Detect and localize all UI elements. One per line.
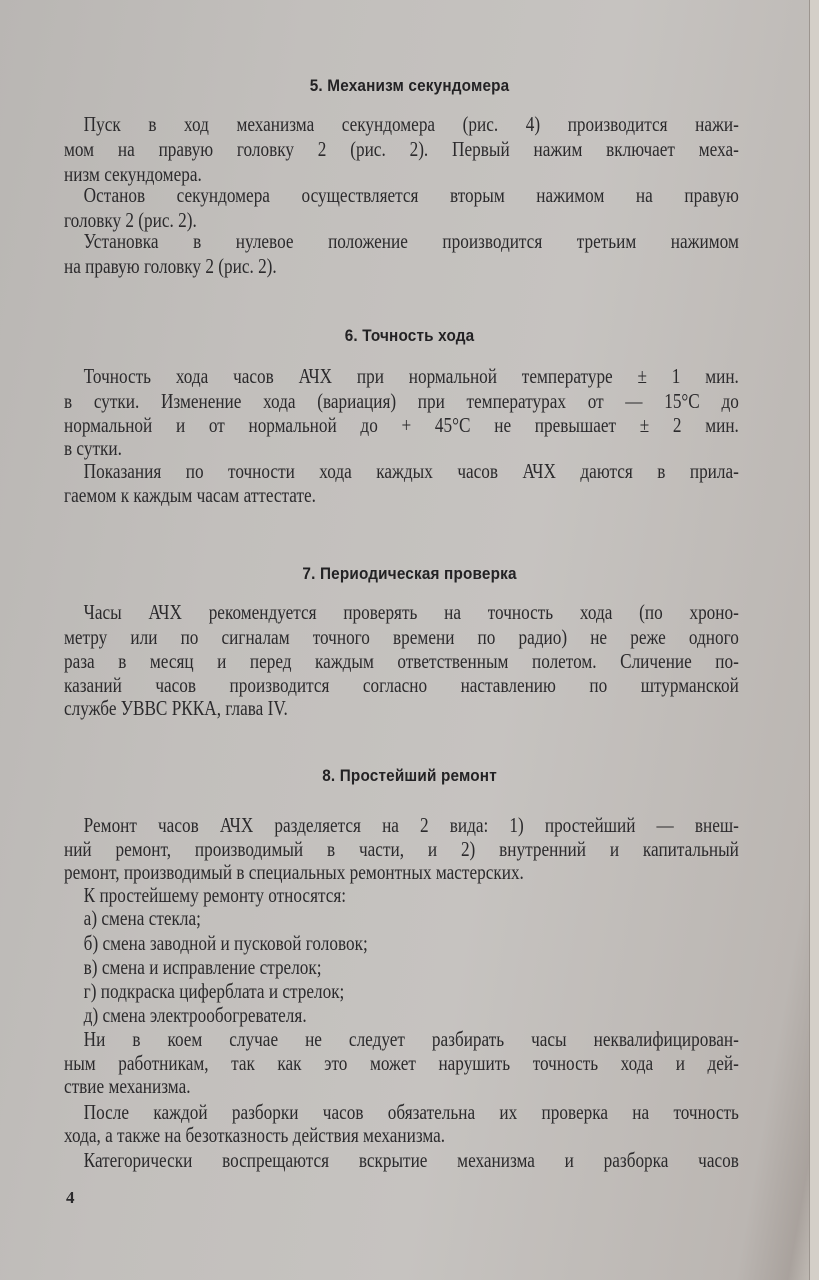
paragraph-line: К простейшему ремонту относятся: <box>83 883 347 907</box>
paragraph-line: Установка в нулевое положение производится третьим нажимом <box>83 229 739 253</box>
paragraph-line: метру или по сигналам точного времени по радио) не реже одного <box>64 625 739 649</box>
paragraph-line: Останов секундомера осуществляется вторым нажимом на правую <box>83 183 739 207</box>
paragraph-line: Ремонт часов АЧХ разделяется на 2 вида: 1) простейший — внеш- <box>83 813 739 837</box>
paragraph-line: ний ремонт, производимый в части, и 2) внутренний и капитальный <box>64 837 739 861</box>
paragraph-line: хода, а также на безотказность действия механизма. <box>64 1123 446 1147</box>
section-heading-7: 7. Периодическая проверка <box>302 564 517 583</box>
list-item: г) подкраска циферблата и стрелок; <box>83 979 345 1003</box>
paragraph-line: Категорически воспрещаются вскрытие механизма и разборка часов <box>83 1148 739 1172</box>
paragraph-line: Пуск в ход механизма секундомера (рис. 4) производится нажи- <box>83 112 739 136</box>
paragraph-line: Часы АЧХ рекомендуется проверять на точность хода (по хроно- <box>83 600 739 624</box>
section-heading-6: 6. Точность хода <box>344 326 475 345</box>
section-heading-8: 8. Простейший ремонт <box>322 766 497 785</box>
list-item: б) смена заводной и пусковой головок; <box>83 931 368 955</box>
list-item: д) смена электрообогревателя. <box>83 1003 307 1027</box>
paragraph-line: гаемом к каждым часам аттестате. <box>64 483 316 507</box>
section-heading-5: 5. Механизм секундомера <box>309 76 510 95</box>
list-item: в) смена и исправление стрелок; <box>83 955 322 979</box>
paragraph-line: Показания по точности хода каждых часов АЧХ даются в прила- <box>83 459 739 483</box>
paragraph-line: ным работникам, так как это может нарушить точность хода и дей- <box>64 1051 739 1075</box>
paragraph-line: нормальной и от нормальной до + 45°C не превышает ± 2 мин. <box>64 413 739 437</box>
paragraph-line: раза в месяц и перед каждым ответственным полетом. Сличение по- <box>64 649 739 673</box>
paragraph-line: казаний часов производится согласно наставлению по штурманской <box>64 673 739 697</box>
paragraph-line: низм секундомера. <box>64 162 202 186</box>
paragraph-line: на правую головку 2 (рис. 2). <box>64 254 277 278</box>
page-number: 4 <box>66 1188 75 1207</box>
paragraph-line: ствие механизма. <box>64 1074 191 1098</box>
page-edge <box>809 0 819 1280</box>
list-item: а) смена стекла; <box>83 906 201 930</box>
paragraph-line: Точность хода часов АЧХ при нормальной температуре ± 1 мин. <box>83 364 739 388</box>
paragraph-line: Ни в коем случае не следует разбирать часы неквалифицирован- <box>83 1027 739 1051</box>
paragraph-line: в сутки. Изменение хода (вариация) при температурах от — 15°C до <box>64 389 739 413</box>
paragraph-line: в сутки. <box>64 436 122 460</box>
paragraph-line: ремонт, производимый в специальных ремонтных мастерских. <box>64 860 524 884</box>
paragraph-line: После каждой разборки часов обязательна их проверка на точность <box>83 1100 739 1124</box>
paragraph-line: мом на правую головку 2 (рис. 2). Первый нажим включает меха- <box>64 137 739 161</box>
paragraph-line: службе УВВС РККА, глава IV. <box>64 696 288 720</box>
paragraph-line: головку 2 (рис. 2). <box>64 208 197 232</box>
